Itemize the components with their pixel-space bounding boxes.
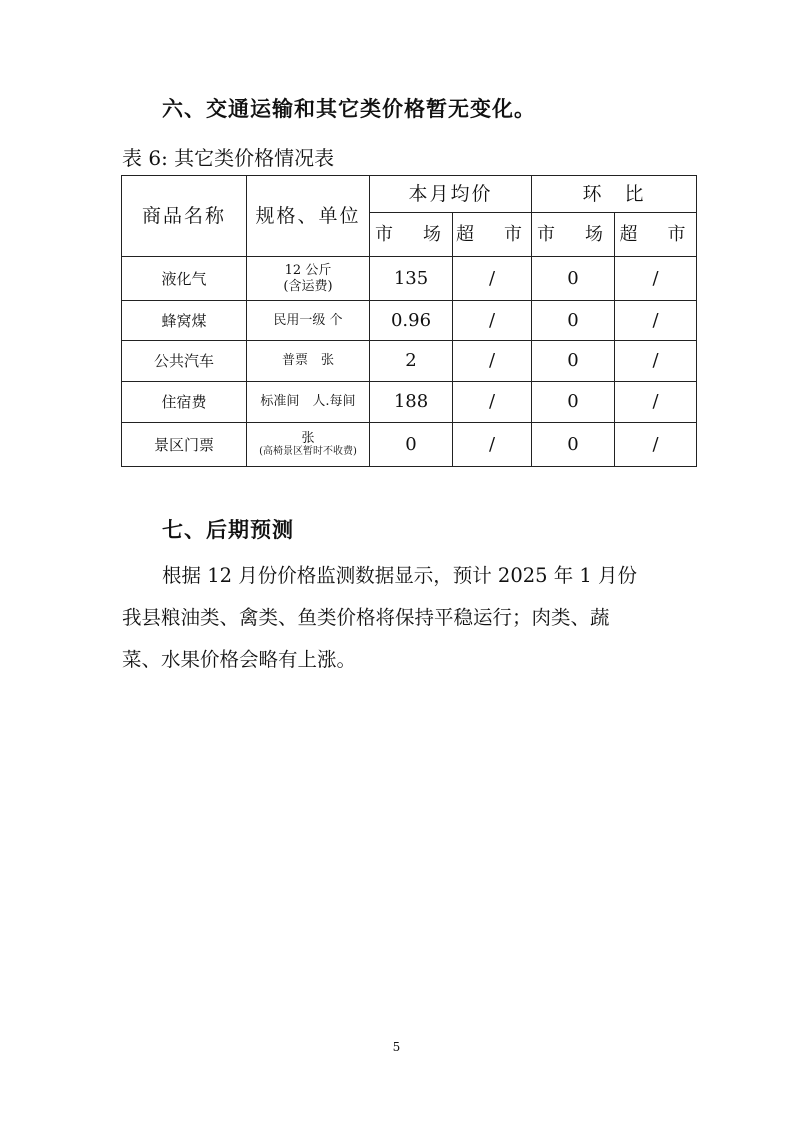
cell-avg-market: 135 xyxy=(370,257,453,301)
header-avg-market: 市 场 xyxy=(370,213,453,257)
page-number: 5 xyxy=(392,1040,401,1054)
cell-avg-supermarket: / xyxy=(453,382,532,423)
cell-spec-note: (高椅景区暂时不收费) xyxy=(259,446,357,458)
cell-avg-market: 0.96 xyxy=(370,301,453,341)
header-mom-market: 市 场 xyxy=(532,213,615,257)
cell-name: 液化气 xyxy=(122,257,247,301)
cell-spec: 标准间 人.每间 xyxy=(247,382,370,423)
cell-name: 住宿费 xyxy=(122,382,247,423)
table-row xyxy=(122,382,697,423)
header-spec: 规格、单位 xyxy=(247,176,370,257)
table-row xyxy=(122,301,697,341)
forecast-line-3: 菜、水果价格会略有上涨。 xyxy=(122,648,357,671)
price-table xyxy=(121,175,697,467)
header-name: 商品名称 xyxy=(122,176,247,257)
cell-avg-supermarket: / xyxy=(453,257,532,301)
header-mom-supermarket: 超 市 xyxy=(615,213,697,257)
cell-spec xyxy=(247,423,370,467)
cell-avg-market: 0 xyxy=(370,423,453,467)
cell-mom-market: 0 xyxy=(532,301,615,341)
cell-avg-market: 188 xyxy=(370,382,453,423)
cell-avg-market: 2 xyxy=(370,341,453,382)
cell-spec: 民用一级 个 xyxy=(247,301,370,341)
cell-spec xyxy=(247,257,370,301)
table-row xyxy=(122,423,697,467)
cell-spec-main: 12 公斤 xyxy=(284,262,332,278)
cell-name: 公共汽车 xyxy=(122,341,247,382)
cell-avg-supermarket: / xyxy=(453,301,532,341)
table-row xyxy=(122,341,697,382)
cell-avg-supermarket: / xyxy=(453,341,532,382)
cell-spec-note: (含运费) xyxy=(283,278,333,294)
header-month-on-month: 环 比 xyxy=(532,176,697,213)
cell-name: 蜂窝煤 xyxy=(122,301,247,341)
forecast-line-2: 我县粮油类、禽类、鱼类价格将保持平稳运行；肉类、蔬 xyxy=(122,606,610,629)
cell-mom-market: 0 xyxy=(532,257,615,301)
cell-mom-market: 0 xyxy=(532,341,615,382)
forecast-line-1: 根据 12 月份价格监测数据显示，预计 2025 年 1 月份 xyxy=(162,564,638,587)
cell-avg-supermarket: / xyxy=(453,423,532,467)
cell-mom-supermarket: / xyxy=(615,341,697,382)
header-avg-supermarket: 超 市 xyxy=(453,213,532,257)
section-heading-7: 七、后期预测 xyxy=(162,517,294,542)
table-caption: 表 6: 其它类价格情况表 xyxy=(122,146,335,170)
cell-mom-market: 0 xyxy=(532,382,615,423)
section-heading-6: 六、交通运输和其它类价格暂无变化。 xyxy=(162,96,536,121)
table-row xyxy=(122,257,697,301)
cell-spec: 普票 张 xyxy=(247,341,370,382)
cell-mom-market: 0 xyxy=(532,423,615,467)
cell-spec-main: 张 xyxy=(301,430,315,446)
cell-mom-supermarket: / xyxy=(615,257,697,301)
header-avg-price: 本月均价 xyxy=(370,176,532,213)
cell-mom-supermarket: / xyxy=(615,301,697,341)
cell-name: 景区门票 xyxy=(122,423,247,467)
cell-mom-supermarket: / xyxy=(615,382,697,423)
cell-mom-supermarket: / xyxy=(615,423,697,467)
